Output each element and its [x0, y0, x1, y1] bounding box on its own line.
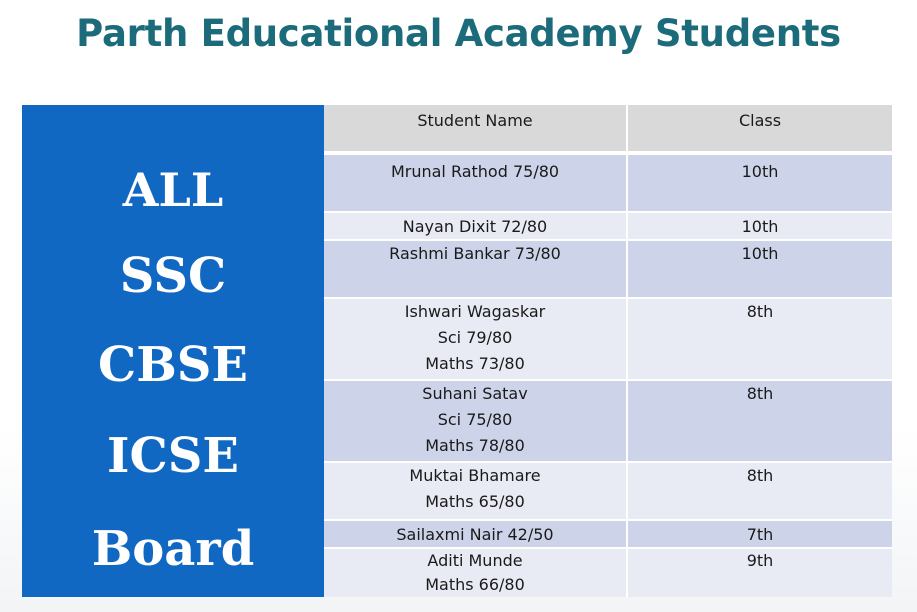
header-student-name: Student Name — [324, 105, 626, 151]
students-table — [324, 105, 892, 597]
board-icse: ICSE — [107, 428, 239, 484]
board-panel — [22, 105, 324, 597]
name-line: Mrunal Rathod 75/80 — [390, 162, 560, 181]
table-row-name — [324, 299, 626, 379]
table-row-class: 8th — [628, 463, 892, 519]
header-class: Class — [628, 105, 892, 151]
name-line: Maths 66/80 — [425, 575, 525, 594]
table-row-class: 8th — [628, 299, 892, 379]
name-line: Maths 73/80 — [425, 354, 525, 373]
name-line: Nayan Dixit 72/80 — [402, 217, 548, 236]
name-line: Sci 75/80 — [437, 410, 513, 429]
board-board: Board — [91, 521, 255, 577]
table-row-name — [324, 463, 626, 519]
name-line: Ishwari Wagaskar — [404, 302, 546, 321]
table-row-class: 8th — [628, 381, 892, 461]
name-line: Suhani Satav — [422, 384, 528, 403]
name-line: Muktai Bhamare — [409, 466, 541, 485]
board-all: ALL — [122, 163, 224, 217]
name-line: Sci 79/80 — [437, 328, 513, 347]
table-row-name — [324, 213, 626, 239]
name-line: Aditi Munde — [427, 551, 523, 570]
table-row-name — [324, 241, 626, 297]
name-line: Rashmi Bankar 73/80 — [389, 244, 561, 263]
table-row-name — [324, 155, 626, 211]
table-row-class: 7th — [628, 521, 892, 547]
table-row-class: 9th — [628, 549, 892, 597]
table-row-class: 10th — [628, 155, 892, 211]
page-title: Parth Educational Academy Students — [76, 12, 841, 55]
table-row-name — [324, 381, 626, 461]
name-line: Maths 78/80 — [425, 436, 525, 455]
table-row-name — [324, 521, 626, 547]
name-line: Maths 65/80 — [425, 492, 525, 511]
name-line: Sailaxmi Nair 42/50 — [396, 525, 554, 544]
board-cbse: CBSE — [97, 337, 249, 393]
table-row-name — [324, 549, 626, 597]
table-row-class: 10th — [628, 213, 892, 239]
table-row-class: 10th — [628, 241, 892, 297]
board-ssc: SSC — [119, 248, 227, 304]
